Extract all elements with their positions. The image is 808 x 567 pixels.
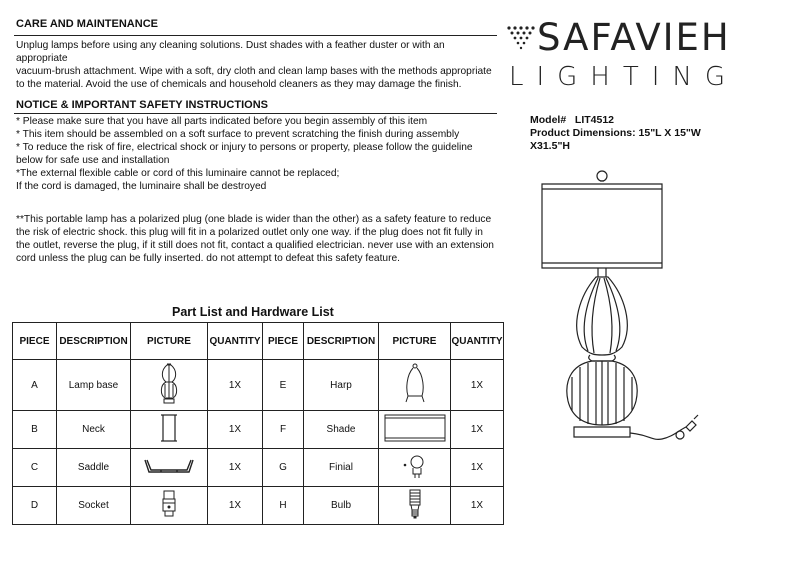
description-cell: Shade [304,411,379,449]
picture-cell [379,360,451,411]
brand-sub: LIGHTING [509,62,738,92]
plug-line: the outlet, reverse the plug, if it still does not fit, contact a qualified electrician. never use with an extension [16,240,494,251]
safety-divider [14,113,497,114]
table-row [13,360,504,411]
care-line: to the material. Avoid the use of chemicals and household cleaners as they may damage the finish. [16,79,462,90]
col-header: DESCRIPTION [304,323,379,360]
plug-warning [16,213,494,265]
harp-icon [400,362,430,406]
picture-cell [131,449,208,487]
bulb-icon [401,487,429,521]
brand-logo-icon [505,26,535,50]
care-divider [14,35,497,36]
col-header: QUANTITY [451,323,504,360]
neck-icon [157,412,181,444]
care-line: appropriate [16,53,68,64]
parts-table [12,322,504,525]
lamp-base-icon [157,362,181,406]
piece-cell: D [13,487,57,525]
piece-cell: E [263,360,304,411]
quantity-cell: 1X [451,449,504,487]
product-dimensions: Product Dimensions: 15"L X 15"W [530,127,701,139]
shade-icon [383,412,447,444]
safety-line: *The external flexible cable or cord of this luminaire cannot be replaced; [16,168,340,179]
quantity-cell: 1X [208,411,263,449]
parts-title: Part List and Hardware List [172,305,334,319]
description-cell: Bulb [304,487,379,525]
col-header: PIECE [263,323,304,360]
saddle-icon [141,452,197,480]
quantity-cell: 1X [208,360,263,411]
brand-name: SAFAVIEH [537,16,731,59]
plug-line: cord unless the plug can be fully inserted. do not attempt to defeat this safety feature. [16,253,400,264]
table-row [13,449,504,487]
piece-cell: B [13,411,57,449]
quantity-cell: 1X [451,487,504,525]
piece-cell: G [263,449,304,487]
picture-cell [379,449,451,487]
col-header: DESCRIPTION [57,323,131,360]
description-cell: Socket [57,487,131,525]
col-header: PICTURE [131,323,208,360]
description-cell: Harp [304,360,379,411]
description-cell: Finial [304,449,379,487]
care-line: vacuum-brush attachment. Wipe with a soft, dry cloth and clean lamp bases with the methods appropriate [16,66,492,77]
description-cell: Saddle [57,449,131,487]
quantity-cell: 1X [451,360,504,411]
quantity-cell: 1X [451,411,504,449]
picture-cell [131,487,208,525]
quantity-cell: 1X [208,449,263,487]
socket-icon [159,488,179,520]
table-row [13,487,504,525]
picture-cell [131,360,208,411]
piece-cell: A [13,360,57,411]
description-cell: Lamp base [57,360,131,411]
col-header: QUANTITY [208,323,263,360]
safety-line: * To reduce the risk of fire, electrical shock or injury to persons or property, please follow the guideline [16,142,473,153]
picture-cell [379,411,451,449]
plug-line: the risk of electric shock. this plug will fit in a polarized outlet only one way. if the plug does not fit fully in [16,227,483,238]
quantity-cell: 1X [208,487,263,525]
safety-title: NOTICE & IMPORTANT SAFETY INSTRUCTIONS [16,99,268,111]
table-row [13,411,504,449]
piece-cell: H [263,487,304,525]
product-height: X31.5"H [530,140,571,152]
col-header: PIECE [13,323,57,360]
lamp-drawing [540,165,710,465]
safety-line: * Please make sure that you have all parts indicated before you begin assembly of this item [16,116,428,127]
piece-cell: F [263,411,304,449]
care-line: Unplug lamps before using any cleaning solutions. Dust shades with a feather duster or with an [16,40,445,51]
description-cell: Neck [57,411,131,449]
parts-header-row [13,323,504,360]
safety-line: below for safe use and installation [16,155,170,166]
model-info [530,114,701,153]
plug-line: **This portable lamp has a polarized plug (one blade is wider than the other) as a safety feature to reduce [16,214,492,225]
care-text [16,39,492,91]
care-title: CARE AND MAINTENANCE [16,18,158,30]
safety-text [16,115,473,193]
safety-line: * This item should be assembled on a soft surface to prevent scratching the finish during assembly [16,129,460,140]
picture-cell [379,487,451,525]
col-header: PICTURE [379,323,451,360]
piece-cell: C [13,449,57,487]
finial-icon [400,451,430,481]
safety-line: If the cord is damaged, the luminaire shall be destroyed [16,181,267,192]
picture-cell [131,411,208,449]
model-number: Model# LIT4512 [530,114,615,126]
